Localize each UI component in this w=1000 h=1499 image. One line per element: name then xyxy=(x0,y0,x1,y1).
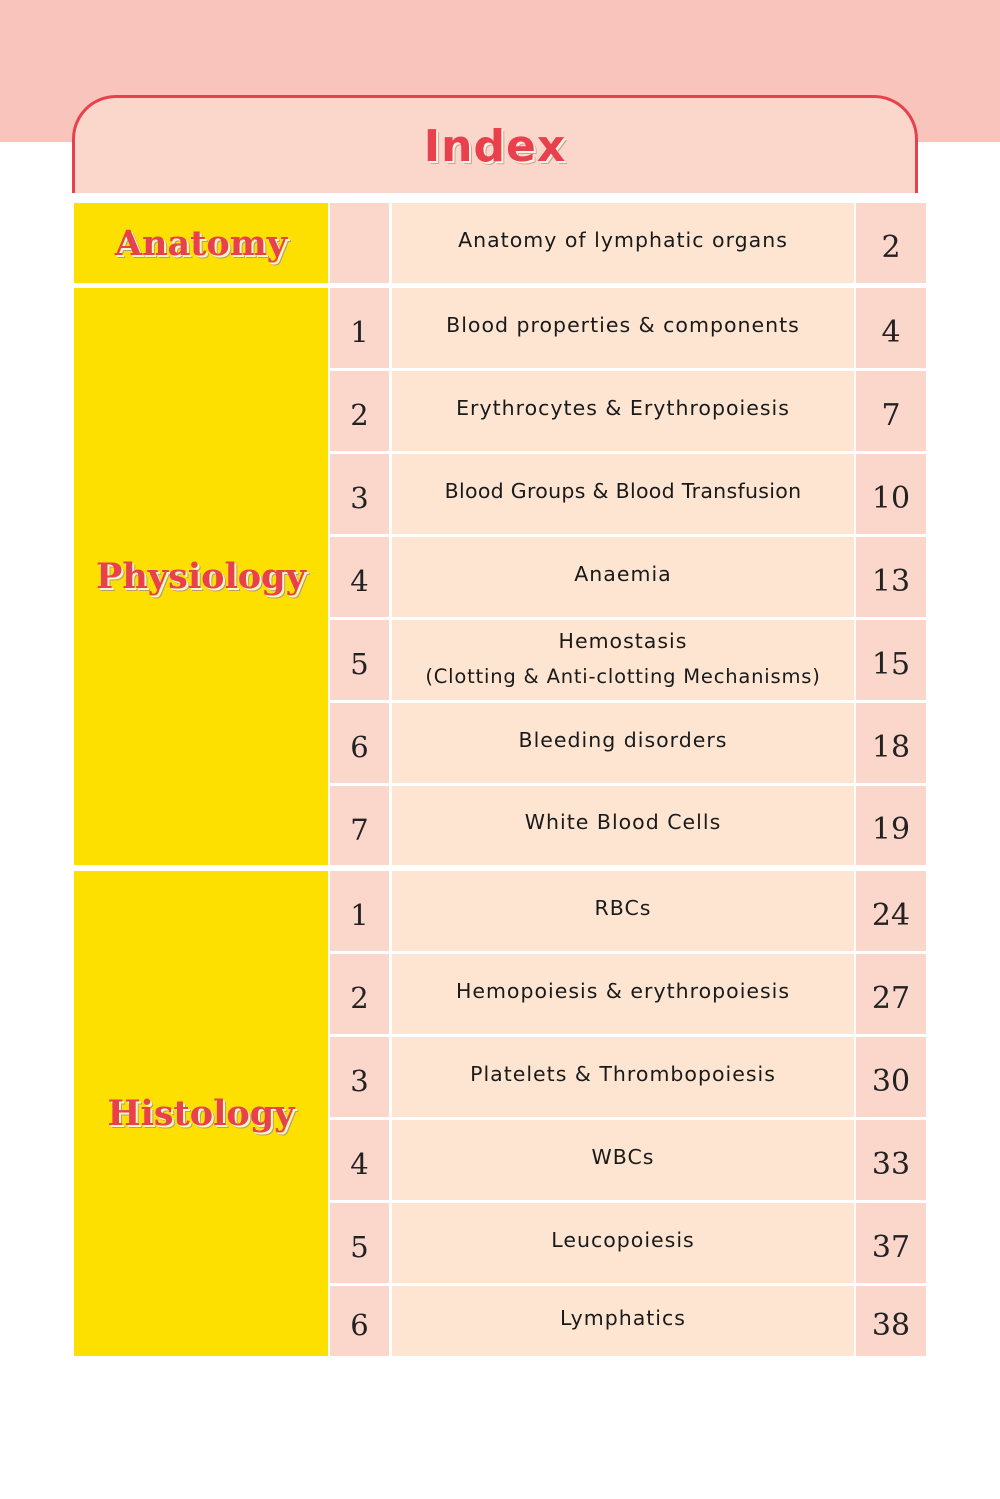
chapter-title-line: Blood Groups & Blood Transfusion xyxy=(444,478,802,503)
chapter-title xyxy=(392,1120,854,1200)
chapter-title xyxy=(392,620,854,700)
index-row[interactable] xyxy=(330,620,926,700)
page-number: 18 xyxy=(856,703,926,783)
index-row[interactable] xyxy=(330,786,926,865)
chapter-title-line: Erythrocytes & Erythropoiesis xyxy=(456,395,790,420)
chapter-title xyxy=(392,371,854,451)
chapter-number xyxy=(330,203,389,283)
chapter-title-line: Platelets & Thrombopoiesis xyxy=(470,1061,776,1086)
chapter-title xyxy=(392,537,854,617)
chapter-number: 1 xyxy=(330,871,389,951)
index-row[interactable] xyxy=(330,454,926,534)
page-title: Index xyxy=(423,121,567,172)
chapter-title-line: RBCs xyxy=(594,895,652,920)
page-number: 4 xyxy=(856,288,926,368)
chapter-title xyxy=(392,454,854,534)
section-label-anatomy xyxy=(74,203,328,283)
chapter-title-line: White Blood Cells xyxy=(524,810,722,834)
chapter-number: 7 xyxy=(330,786,389,865)
chapter-title xyxy=(392,1203,854,1283)
chapter-title-line: Hemostasis xyxy=(558,629,688,653)
section-label-text: Histology xyxy=(107,1093,295,1134)
section-label-histology xyxy=(74,871,328,1356)
index-table xyxy=(74,203,926,1356)
chapter-title xyxy=(392,288,854,368)
chapter-title xyxy=(392,871,854,951)
page-number: 27 xyxy=(856,954,926,1034)
chapter-title-line: Hemopoiesis & erythropoiesis xyxy=(455,978,791,1003)
chapter-title-line: Anaemia xyxy=(574,561,672,586)
chapter-number: 6 xyxy=(330,703,389,783)
section-label-physiology xyxy=(74,288,328,865)
chapter-title-line: Anatomy of lymphatic organs xyxy=(458,227,788,252)
page-number: 30 xyxy=(856,1037,926,1117)
chapter-title-line: WBCs xyxy=(591,1144,655,1169)
chapter-title xyxy=(392,954,854,1034)
index-header xyxy=(72,95,918,193)
section-label-text: Anatomy xyxy=(114,222,288,264)
chapter-title-line: Bleeding disorders xyxy=(518,727,728,752)
chapter-number: 3 xyxy=(330,454,389,534)
chapter-number: 2 xyxy=(330,954,389,1034)
chapter-number: 1 xyxy=(330,288,389,368)
page-number: 24 xyxy=(856,871,926,951)
chapter-title xyxy=(392,703,854,783)
page-number: 13 xyxy=(856,537,926,617)
chapter-number: 5 xyxy=(330,1203,389,1283)
section-label-text: Physiology xyxy=(96,556,306,597)
page-number: 37 xyxy=(856,1203,926,1283)
index-row[interactable] xyxy=(330,537,926,617)
page-number: 19 xyxy=(856,786,926,865)
chapter-title-line: Lymphatics xyxy=(560,1305,686,1330)
chapter-number: 2 xyxy=(330,371,389,451)
index-row[interactable] xyxy=(330,1120,926,1200)
chapter-subtitle-line: (Clotting & Anti-clotting Mechanisms) xyxy=(425,665,821,688)
chapter-number: 6 xyxy=(330,1286,389,1356)
index-row[interactable] xyxy=(330,288,926,368)
index-row[interactable] xyxy=(330,203,926,283)
page-number: 7 xyxy=(856,371,926,451)
index-row[interactable] xyxy=(330,1037,926,1117)
index-row[interactable] xyxy=(330,703,926,783)
index-row[interactable] xyxy=(330,371,926,451)
page-number: 38 xyxy=(856,1286,926,1356)
chapter-number: 5 xyxy=(330,620,389,700)
page-number: 33 xyxy=(856,1120,926,1200)
chapter-number: 4 xyxy=(330,537,389,617)
index-row[interactable] xyxy=(330,954,926,1034)
chapter-number: 4 xyxy=(330,1120,389,1200)
index-row[interactable] xyxy=(330,1286,926,1356)
chapter-title xyxy=(392,1286,854,1356)
index-row[interactable] xyxy=(330,871,926,951)
chapter-title-line: Blood properties & components xyxy=(446,312,800,337)
page-number: 10 xyxy=(856,454,926,534)
index-row[interactable] xyxy=(330,1203,926,1283)
chapter-title xyxy=(392,1037,854,1117)
chapter-title xyxy=(392,786,854,865)
chapter-title-line: Leucopoiesis xyxy=(551,1227,695,1252)
page-number: 2 xyxy=(856,203,926,283)
chapter-number: 3 xyxy=(330,1037,389,1117)
page-number: 15 xyxy=(856,620,926,700)
chapter-title xyxy=(392,203,854,283)
